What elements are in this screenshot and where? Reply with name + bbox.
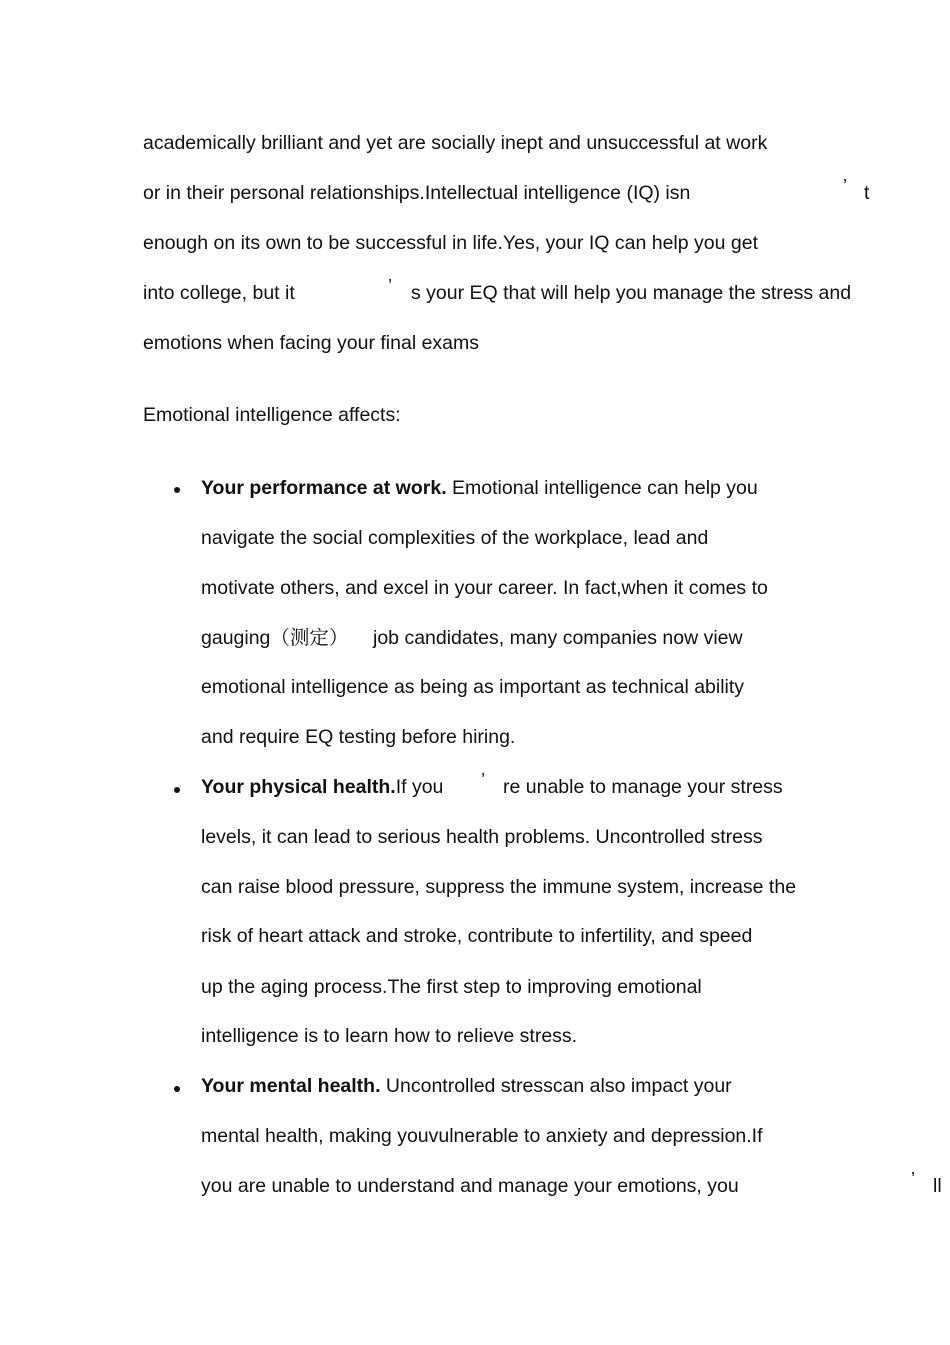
item-title: Your physical health.	[201, 776, 396, 798]
list-item-work-line-3: motivate others, and excel in your career. In fact,when it comes to	[201, 577, 768, 599]
mental-apostrophe: ’	[911, 1169, 915, 1189]
affects-heading: Emotional intelligence affects:	[143, 404, 401, 426]
intro-line-3: enough on its own to be successful in life.Yes, your IQ can help you get	[143, 232, 758, 254]
list-item-mental-line-3: you are unable to understand and manage your emotions, you	[201, 1175, 739, 1197]
item-title: Your mental health.	[201, 1075, 381, 1097]
item-title: Your performance at work.	[201, 477, 447, 499]
intro-line-5: emotions when facing your final exams	[143, 332, 480, 354]
list-item-mental-line-3-end: ll	[933, 1175, 942, 1197]
item-text: Emotional intelligence can help you	[446, 477, 758, 499]
bullet-icon	[174, 487, 180, 493]
physical-apostrophe: ’	[481, 770, 485, 790]
intro-line-4-end: s your EQ that will help you manage the stress and	[411, 282, 852, 304]
intro-apostrophe-2: ’	[388, 276, 392, 296]
list-item-physical-line-6: intelligence is to learn how to relieve stress.	[201, 1025, 578, 1047]
list-item-work-line-5: emotional intelligence as being as important as technical ability	[201, 676, 745, 698]
intro-line-2: or in their personal relationships.Intellectual intelligence (IQ) isn	[143, 182, 691, 204]
list-item-physical-line-3: can raise blood pressure, suppress the immune system, increase the	[201, 876, 797, 898]
list-item-work-line-2: navigate the social complexities of the workplace, lead and	[201, 527, 709, 549]
intro-line-1: academically brilliant and yet are socially inept and unsuccessful at work	[143, 132, 768, 154]
list-item-physical-line-1	[201, 775, 443, 799]
list-item-physical-line-1-end: re unable to manage your stress	[503, 776, 783, 798]
list-item-work-line-4-end: job candidates, many companies now view	[373, 627, 743, 649]
bullet-icon	[174, 1086, 180, 1092]
intro-apostrophe-1: ’	[843, 176, 847, 196]
list-item-work-line-4: gauging（测定）	[201, 627, 349, 649]
list-item-physical-line-5: up the aging process.The first step to improving emotional	[201, 976, 702, 998]
bullet-icon	[174, 787, 180, 793]
intro-line-4: into college, but it	[143, 282, 295, 304]
list-item-work-line-6: and require EQ testing before hiring.	[201, 726, 516, 748]
item-text: If you	[395, 776, 444, 798]
list-item-mental-line-2: mental health, making youvulnerable to anxiety and depression.If	[201, 1125, 763, 1147]
intro-line-2-end: t	[864, 182, 870, 204]
list-item-work-line-1	[201, 476, 758, 500]
item-text: Uncontrolled stresscan also impact your	[380, 1075, 732, 1097]
list-item-physical-line-4: risk of heart attack and stroke, contribute to infertility, and speed	[201, 925, 753, 947]
list-item-mental-line-1	[201, 1074, 732, 1098]
list-item-physical-line-2: levels, it can lead to serious health problems. Uncontrolled stress	[201, 826, 763, 848]
